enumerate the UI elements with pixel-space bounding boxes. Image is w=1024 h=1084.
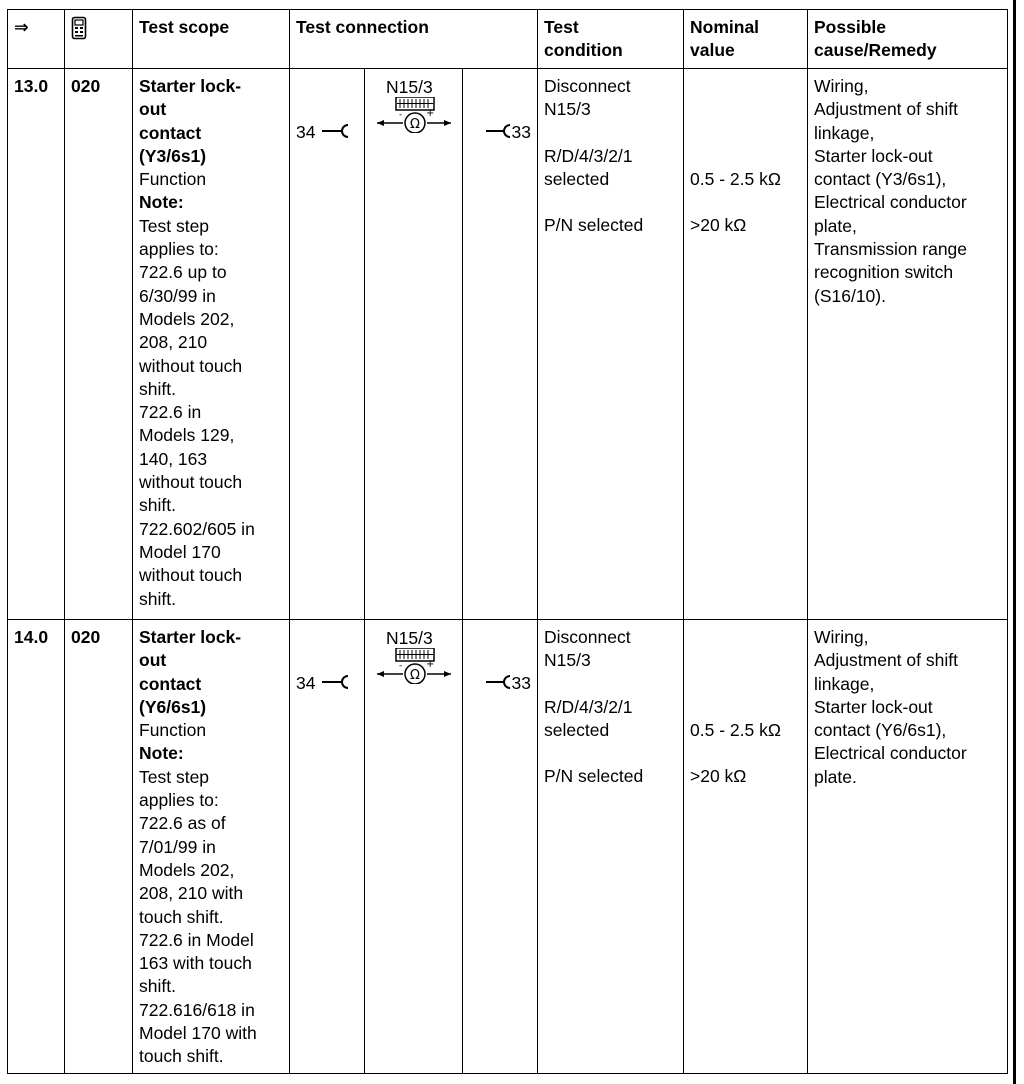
table-row (8, 69, 1008, 620)
test-condition-cell (538, 620, 684, 1074)
connection-divider (364, 620, 365, 1073)
condition-pn-selected: P/N selected (544, 766, 644, 787)
arrow-icon: ⇒ (14, 17, 29, 37)
svg-text:-: - (399, 110, 403, 120)
scope-title: Starter lock- out contact (Y6/6s1) (139, 627, 242, 717)
possible-cause-cell: Wiring, Adjustment of shift linkage, Starter lock-out contact (Y3/6s1), Electrical conductor plate, Transmission range recognition switch (S16/10). (808, 69, 1008, 620)
possible-cause-cell: Wiring, Adjustment of shift linkage, Starter lock-out contact (Y6/6s1), Electrical conductor plate. (808, 620, 1008, 1074)
step-code: 020 (65, 620, 133, 1074)
connection-divider (462, 620, 463, 1073)
pin-left: 34 (296, 121, 350, 144)
tester-device-icon (71, 24, 87, 44)
header-possible-cause: Possible cause/Remedy (808, 10, 1008, 69)
test-connection-cell (290, 620, 538, 1074)
condition-disconnect: Disconnect N15/3 (544, 627, 631, 671)
plug-icon (484, 124, 512, 138)
svg-text:Ω: Ω (410, 117, 420, 132)
svg-text:Ω: Ω (410, 668, 420, 683)
condition-disconnect: Disconnect N15/3 (544, 76, 631, 120)
ohmmeter-icon (375, 97, 455, 139)
plug-icon (320, 124, 350, 138)
connection-divider (364, 69, 365, 619)
pin-right: 33 (484, 672, 531, 695)
header-test-scope: Test scope (133, 10, 290, 69)
test-scope-cell (133, 69, 290, 620)
table-row (8, 620, 1008, 1074)
test-scope-cell (133, 620, 290, 1074)
scope-note-text: Test step applies to: 722.6 up to 6/30/99 in Models 202, 208, 210 without touch shift. 722.6 in Models 129, 140, 163 without touch shift. 722.602/605 in Model 170 without touch shift. (139, 215, 255, 609)
nominal-range: 0.5 - 2.5 kΩ (690, 169, 781, 189)
page-right-border (1013, 0, 1016, 1084)
module-label: N15/3 (386, 77, 433, 97)
plug-icon (320, 675, 350, 689)
ohmmeter-icon (375, 648, 455, 690)
plug-icon (484, 675, 512, 689)
condition-pn-selected: P/N selected (544, 215, 644, 236)
scope-note-label: Note: (139, 743, 184, 764)
nominal-open: >20 kΩ (690, 766, 747, 787)
step-number: 14.0 (8, 620, 65, 1074)
condition-gear-selected: R/D/4/3/2/1 selected (544, 145, 633, 189)
scope-note-text: Test step applies to: 722.6 as of 7/01/99 in Models 202, 208, 210 with touch shift. 722.6 in Model 163 with touch shift. 722.616/618 in Model 170 with touch shift. (139, 766, 257, 1067)
pin-left: 34 (296, 672, 350, 695)
nominal-value-cell (684, 69, 808, 620)
test-table (7, 9, 1008, 1074)
test-condition-cell (538, 69, 684, 620)
connection-divider (462, 69, 463, 619)
step-number: 13.0 (8, 69, 65, 620)
header-test-connection: Test connection (290, 10, 538, 69)
header-nominal-value: Nominal value (684, 10, 808, 69)
scope-function: Function (139, 169, 207, 190)
header-test-condition: Test condition (538, 10, 684, 69)
test-connection-cell (290, 69, 538, 620)
scope-title: Starter lock- out contact (Y3/6s1) (139, 76, 242, 166)
module-label: N15/3 (386, 628, 433, 648)
condition-gear-selected: R/D/4/3/2/1 selected (544, 696, 633, 740)
svg-text:+: + (426, 108, 435, 119)
svg-text:+: + (426, 659, 435, 670)
svg-text:-: - (399, 661, 403, 671)
step-code: 020 (65, 69, 133, 620)
nominal-open: >20 kΩ (690, 215, 747, 236)
nominal-range: 0.5 - 2.5 kΩ (690, 720, 781, 740)
header-arrow-cell (8, 10, 65, 69)
scope-note-label: Note: (139, 192, 184, 213)
scope-function: Function (139, 720, 207, 741)
pin-right: 33 (484, 121, 531, 144)
header-row (8, 10, 1008, 69)
nominal-value-cell (684, 620, 808, 1074)
header-device-cell (65, 10, 133, 69)
